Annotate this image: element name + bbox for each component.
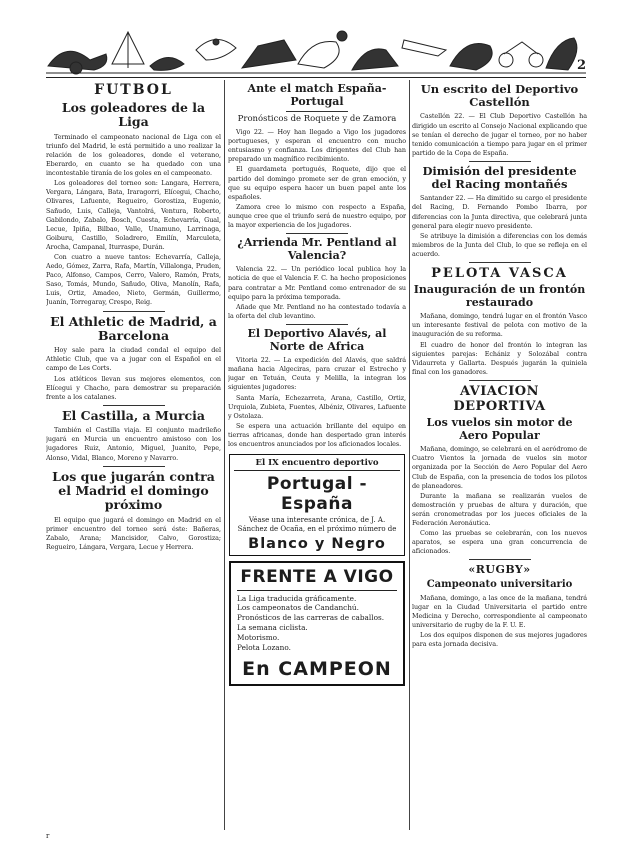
section-title-futbol: FUTBOL (94, 82, 173, 98)
article-paragraph: Santa María, Echezarreta, Arana, Castillo, Ortiz, Urquiola, Zubieta, Fuentes, Albéniz, Olivares, Lafuente y Ostolaza. (228, 393, 406, 420)
article-paragraph: Se espera una actuación brillante del equipo en tierras africanas, donde han despertado gran interés los encuentros anunciados por los aficionados locales. (228, 421, 406, 449)
article-headline: El Castilla, a Murcia (62, 407, 205, 423)
article-paragraph: El guardameta portugués, Roquete, dijo que el partido del domingo promete ser de gran emoción, y que su equipo espera hacer un buen papel ante los españoles. (228, 165, 406, 201)
article-paragraph: Zamora cree lo mismo con respecto a España, aunque cree que el triunfo será de nuestro equipo, por la mayor experiencia de los jugadores. (228, 202, 406, 229)
article-paragraph: Vitoria 22. — La expedición del Alavés, que saldrá mañana hacia Algeciras, para cruzar el Estrecho y jugar en Tetuán, Ceuta y Melilla, la integran los siguientes jugadores: (228, 356, 406, 392)
divider (469, 262, 531, 263)
ad-title: Portugal - España (266, 474, 368, 515)
divider (103, 466, 165, 467)
article-paragraph: Hoy sale para la ciudad condal el equipo del Athletic Club, que va a jugar con el Español en el campo de Les Corts. (46, 346, 221, 373)
article-headline: Ante el match España-Portugal (247, 82, 387, 108)
article-paragraph: El equipo que jugará el domingo en Madrid en el primer encuentro del torneo será éste: Bañeras, Zabalo, Arana; Mancisidor, Calvo, Gorostiza; Regueiro, Lángara, Vergara, Lecue y Herrera. (46, 515, 221, 551)
ad-header: FRENTE A VIGO (237, 567, 397, 591)
column-right (412, 80, 587, 830)
advertisement-campeon (229, 561, 405, 686)
section-title-aviacion: AVIACION DEPORTIVA (453, 383, 546, 414)
article-headline: ¿Arrienda Mr. Pentland al Valencia? (237, 236, 397, 262)
article-paragraph: Mañana, domingo, se celebrará en el aeródromo de Cuatro Vientos la jornada de vuelos sin motor organizada por la Sección de Aero Popular del Aero Club de España, con la presencia de todos los pilotos de planeadores. (412, 445, 587, 490)
footer-mark: r (46, 832, 50, 840)
article-paragraph: Mañana, domingo, a las once de la mañana, tendrá lugar en la Ciudad Universitaria el partido entre Medicina y Derecho, correspondiente al campeonato universitario de rugby de la F. U. E. (412, 593, 587, 630)
article-paragraph: Los atléticos llevan sus mejores elementos, con Elícegui y Chacho, para demostrar su preparación frente a los catalanes. (46, 374, 221, 401)
page-number: 2 (576, 58, 586, 73)
article-paragraph: Con cuatro a nueve tantos: Echevarría, Calleja, Aedo, Gómez, Zarra, Rafa, Martín, Villalonga, Pruden, Paco, Alfonso, Campos, Cerro, Valero, Ramón, Prats, Saso, Tomás, Mundo, Sañudo, Oliva, Manolín, Rafa, Luis, Ortiz, Amadeo, Nieto, Germán, Guillermo, Juanín, Torregaray, Crespo, Reig. (46, 252, 221, 307)
ad-line: Pelota Lozano. (237, 642, 291, 652)
column-football (46, 80, 221, 830)
ad-magazine-name: Blanco y Negro (248, 535, 386, 552)
ad-publication-name: En CAMPEON (242, 657, 392, 680)
ad-line: Motorismo. (237, 633, 280, 643)
article-alaves (228, 328, 406, 449)
ad-line: La semana ciclista. (237, 623, 308, 633)
column-divider (224, 80, 225, 830)
article-paragraph: Mañana, domingo, tendrá lugar en el frontón Vasco un interesante festival de pelota con motivo de la inauguración de su reforma. (412, 312, 587, 339)
divider (286, 324, 348, 325)
divider (286, 233, 348, 234)
article-paragraph: Añade que Mr. Pentland no ha contestado todavía a la oferta del club levantino. (228, 302, 406, 320)
divider (469, 161, 531, 162)
article-paragraph: Vigo 22. — Hoy han llegado a Vigo los jugadores portugueses, y esperan el encuentro con mucho entusiasmo y confianza. Los dirigentes del Club han preparado un magnífico recibimiento. (228, 128, 406, 164)
article-racing (412, 165, 587, 259)
ad-header: El IX encuentro deportivo (234, 458, 400, 471)
article-aviacion (412, 384, 587, 556)
article-paragraph: Los goleadores del torneo son: Langara, Herrera, Vergara, Lángara, Bata, Iraragorri, Elícegui, Chacho, Olivares, Lafuente, Regueiro, Gorostiza, Eugenio, Sañudo, Luis, Calleja, Vantolrá, Ventura, Roberto, Gabilondo, Zabalo, Bosch, Cuesta, Echevarría, Gual, Lecue, Ipiña, Bilbao, Valle, Unamuno, Larrinaga, Goiburu, Castillo, Soladrero, Emilín, Marculeta, Arocha, Campanal, Iturraspe, Durán. (46, 179, 221, 251)
article-castilla (46, 409, 221, 463)
article-castellon (412, 83, 587, 158)
divider (469, 559, 531, 560)
article-headline: Campeonato universitario (426, 579, 573, 591)
divider (103, 311, 165, 312)
column-center (228, 80, 406, 830)
ad-line: La Liga traducida gráficamente. (237, 593, 357, 603)
article-paragraph: Castellón 22. — El Club Deportivo Castellón ha dirigido un escrito al Consejo Nacional explicando que se tenían el derecho de jugar el torneo, por no haber tenido comunicación a tiempo para jugar en el primer partido de la Copa de España. (412, 112, 587, 157)
header-rule (46, 77, 586, 78)
divider (286, 111, 348, 112)
article-paragraph: Los dos equipos disponen de sus mejores jugadores para esta jornada decisiva. (412, 631, 587, 649)
advertisement-blanco-y-negro (229, 454, 405, 556)
divider (469, 380, 531, 381)
article-paragraph: El cuadro de honor del frontón lo integran las siguientes parejas: Echániz y Solozábal contra Vidaurreta y Gallarta. Después jugarán la quiniela final con los ganadores. (412, 340, 587, 376)
article-paragraph: También el Castilla viaja. El conjunto madrileño jugará en Murcia un encuentro amistoso con los jugadores Ruiz, Antonio, Miguel, Juanito, Pepe, Alonso, Vidal, Blanco, Moreno y Navarro. (46, 426, 221, 462)
article-paragraph: Como las pruebas se celebrarán, con los nuevos aparatos, se espera una gran concurrencia de aficionados. (412, 529, 587, 556)
article-headline: Inauguración de un frontón restaurado (413, 283, 586, 309)
article-headline: Los goleadores de la Liga (61, 100, 206, 130)
article-paragraph: Terminado el campeonato nacional de Liga con el triunfo del Madrid, le está permitido a uno realizar la relación de los goleadores, donde el veterano, Eberardo, en cuanto se ha quedado con una incontestable tiranía de los goles en el campeonato. (46, 132, 221, 178)
article-rugby (412, 563, 587, 649)
article-subheadline: Pronósticos de Roquete y de Zamora (237, 114, 397, 125)
article-headline: Un escrito del Deportivo Castellón (420, 82, 579, 110)
section-title-pelota: PELOTA VASCA (431, 266, 568, 281)
ad-line: Pronósticos de las carreras de caballos. (237, 613, 385, 623)
section-title-rugby: «RUGBY» (468, 563, 531, 577)
article-paragraph: Valencia 22. — Un periódico local publica hoy la noticia de que el Valencia F. C. ha hecho proposiciones para contratar a Mr. Pentland como entrenador de su equipo para la próxima temporada. (228, 265, 406, 301)
article-paragraph: Se atribuye la dimisión a diferencias con los demás miembros de la Junta del Club, lo que se refleja en el acuerdo. (412, 231, 587, 258)
article-headline: Dimisión del presidente del Racing montañés (422, 163, 577, 192)
sports-banner-illustration (46, 20, 586, 76)
article-espana-portugal (228, 83, 406, 230)
article-headline: El Athletic de Madrid, a Barcelona (50, 313, 217, 343)
column-divider (409, 80, 410, 830)
ad-text: Véase una interesante crónica, de J. A. Sánchez de Ocaña, en el próximo número de (237, 516, 397, 533)
article-goleadores (46, 101, 221, 308)
article-pelota (412, 266, 587, 377)
article-madrid (46, 470, 221, 553)
divider (103, 405, 165, 406)
article-athletic (46, 315, 221, 402)
article-paragraph: Durante la mañana se realizarán vuelos de demostración y pruebas de altura y duración, que serán cronometradas por los jueces oficiales de la Federación Aeronáutica. (412, 491, 587, 527)
ad-line: Los campeonatos de Candanchú. (237, 603, 359, 613)
article-headline: Los vuelos sin motor de Aero Popular (426, 415, 573, 442)
article-pentland (228, 237, 406, 321)
article-headline: Los que jugarán contra el Madrid el domingo próximo (52, 468, 215, 513)
article-paragraph: Santander 22. — Ha dimitido su cargo el presidente del Racing, D. Fernando Pombo Ibarra, por diferencias con la Junta directiva, que celebrará junta general para elegir nuevo presidente. (412, 194, 587, 230)
article-headline: El Deportivo Alavés, al Norte de Africa (247, 326, 387, 353)
